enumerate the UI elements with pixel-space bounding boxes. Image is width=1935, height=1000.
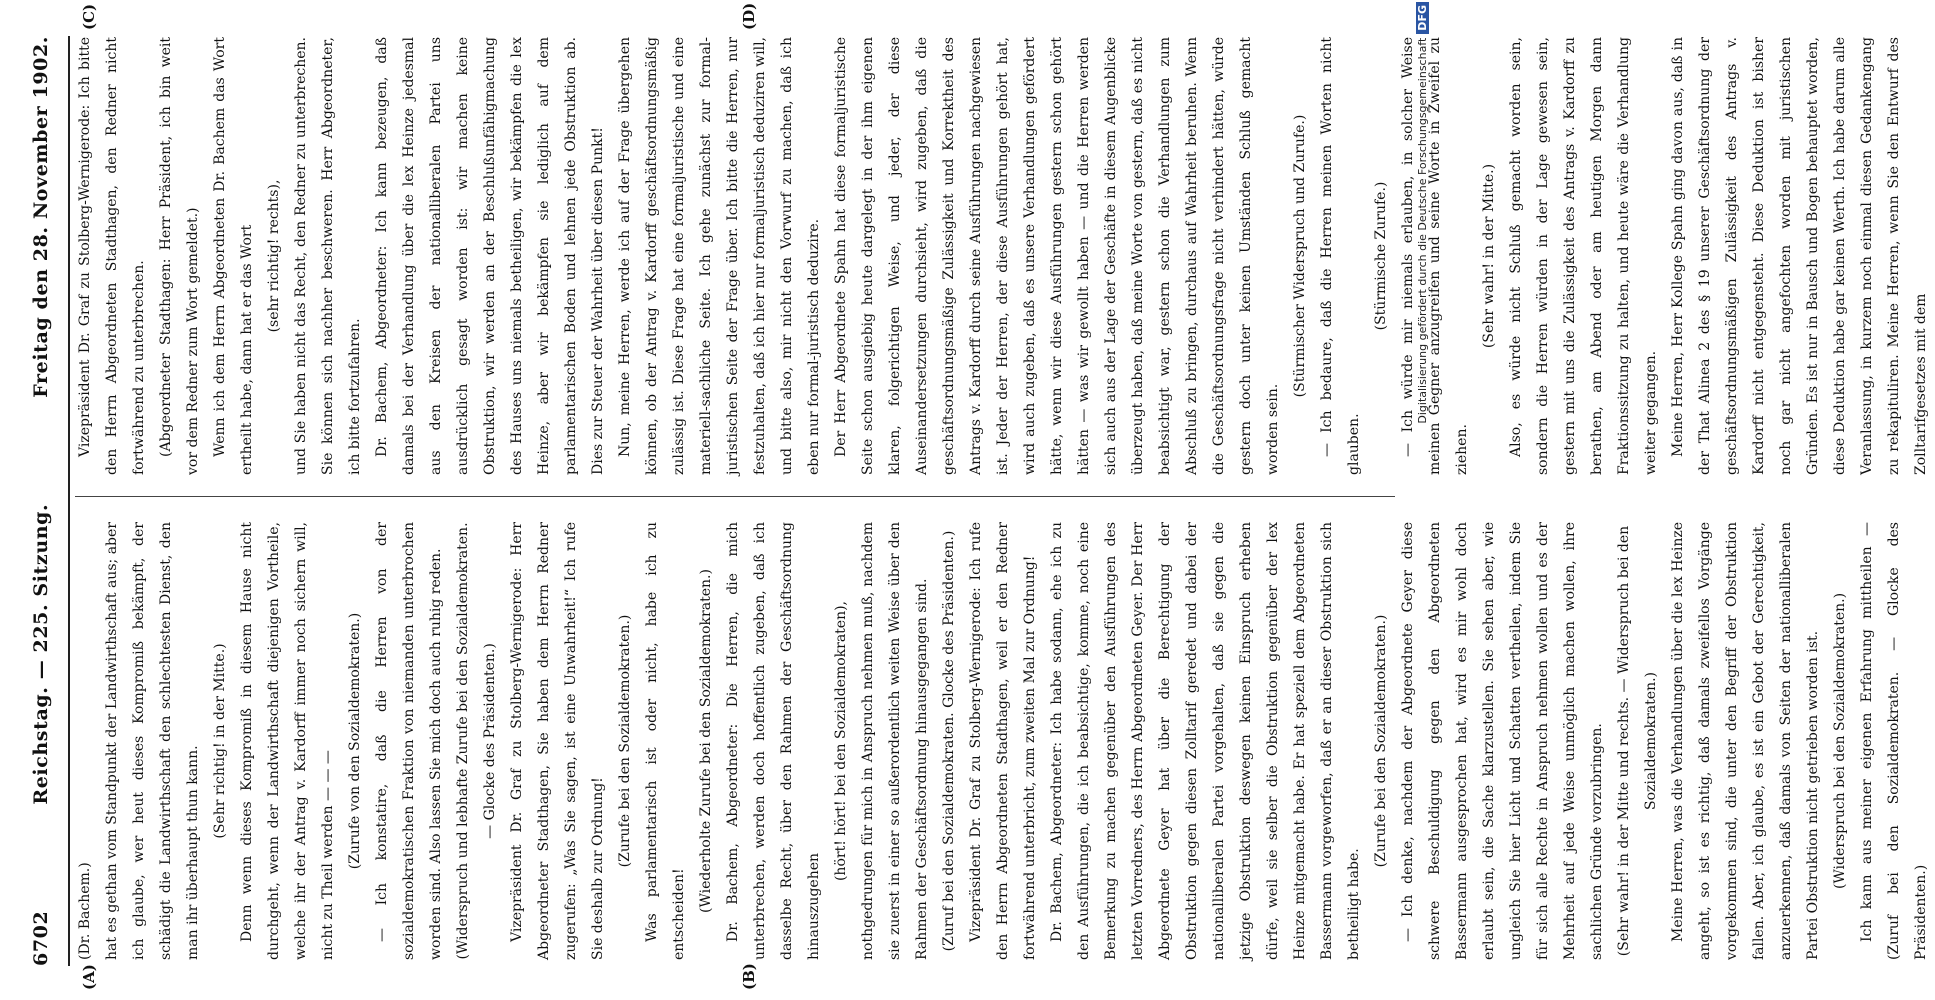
interjection: (Widerspruch und lebhafte Zurufe bei den Sozialdemokraten. — Glocke des Präsidenten.) — [455, 522, 498, 960]
session-title: Reichstag. — 225. Sitzung. — [30, 503, 52, 805]
marker-d: (D) — [740, 2, 758, 30]
paragraph: Meine Herren, was die Verhandlungen über die lex Heinze angeht, so ist es richtig, daß damals zweifellos Vorgänge vorgekommen sind, die unter den Begriff der Obstruktion fallen. Aber, ich glaube, es ist ein Gebot der Gerechtigkeit, anzuerkennen, daß damals von Seiten der nationalliberalen Partei Obstruktion nicht getrieben worden ist. — [1670, 522, 1821, 960]
credit-text: Digitalisierung gefördert durch die Deutsche Forschungsgemeinschaft — [1416, 37, 1429, 424]
paragraph: Nun, meine Herren, werde ich auf der Frage übergehen können, ob der Antrag v. Kardorff geschäftsordnungsmäßig zulässig ist. Diese Frage hat eine formaljuristische und eine materiell-sachliche Seite. Ich gehe zunächst zur formal-juristischen Seite der Frage über. Ich bitte die Herren, nur festzuhalten, daß ich hier nur formaljuristisch deduziren will, und bitte also, mir nicht den Vorwurf zu machen, daß ich eben nur formal-juristisch deduzire. — [617, 37, 822, 475]
page-number: 6702 — [30, 910, 52, 966]
paragraph: Also, es würde nicht Schluß gemacht worden sein, sondern die Herren würden in der Lage gewesen sein, gestern mit uns die Zulässigkeit des Antrags v. Kardorff zu berathen, am Abend oder am heutigen Morgen dann Fraktionssitzung zu halten, und heute wäre die Verhandlung weiter gegangen. — [1508, 37, 1659, 475]
paragraph: Wenn ich dem Herrn Abgeordneten Dr. Bachem das Wort ertheilt habe, dann hat er das Wort — [212, 37, 255, 475]
marker-a: (A) — [80, 964, 98, 990]
paragraph: Denn wenn dieses Kompromiß in diesem Hause nicht durchgeht, wenn der Landwirthschaft diejenigen Vortheile, welche ihr der Antrag v. Kardorff immer noch sichern will, nicht zu Theil werden — — — — [239, 522, 336, 960]
interjection: (Sehr wahr! in der Mitte und rechts. — Widerspruch bei den Sozialdemokraten.) — [1616, 525, 1659, 957]
interjection: (Sehr wahr! in der Mitte.) — [1481, 163, 1497, 349]
column-divider — [75, 496, 1395, 497]
paragraph: — Ich würde mir niemals erlauben, in solcher Weise meinen Gegner anzugreifen und seine Worte in Zweifel zu ziehen. — [1400, 37, 1470, 475]
paragraph: — Ich bedaure, daß die Herren meinen Worten nicht glauben. — [1319, 37, 1362, 475]
interjection: (sehr richtig! rechts), — [266, 179, 282, 333]
paragraph: (Dr. Bachem.) — [77, 862, 93, 960]
paragraph: Dr. Bachem, Abgeordneter: Die Herren, die mich unterbrechen, werden doch hoffentlich zugeben, daß ich dasselbe Recht, über den Rahmen der Geschäftsordnung hinauszugehen — [725, 522, 822, 960]
interjection: (Widerspruch bei den Sozialdemokraten.) — [1832, 592, 1848, 890]
paragraph: hat es gethan vom Standpunkt der Landwirthschaft aus; aber ich glaube, wer heut dieses Kompromiß bekämpft, der schädigt die Landwirthschaft den schlechtesten Dienst, den man ihr überhaupt thun kann. — [104, 522, 201, 960]
left-column — [72, 522, 1929, 960]
interjection: (Zurufe von den Sozialdemokraten.) — [347, 612, 363, 870]
paragraph: Vizepräsident Dr. Graf zu Stolberg-Wernigerode: Herr Abgeordneter Stadthagen, Sie haben dem Herrn Redner zugerufen: „Was Sie sagen, ist eine Unwahrheit!“ Ich rufe Sie deshalb zur Ordnung! — [509, 522, 606, 960]
paragraph: Der Herr Abgeordnete Spahn hat diese formaljuristische Seite schon ausgiebig heute dargelegt in der ihm eigenen klaren, folgerichtigen Weise, und jeder, der diese Auseinandersetzungen durchsieht, wird zugeben, daß die geschäftsordnungsmäßige Zulässigkeit und Korrektheit des Antrags v. Kardorff durch seine Ausführungen nachgewiesen ist. Jeder der Herren, der diese Ausführungen gehört hat, wird auch zugeben, daß es unsere Verhandlungen gefördert hätte, wenn wir diese Ausführungen gestern schon gehört hätten — was wir gewollt haben — und die Herren werden sich auch aus der Lage der Geschäfte in diesem Augenblicke überzeugt haben, daß meine Worte von gestern, daß es nicht beabsichtigt war, gestern schon die Verhandlungen zum Abschluß zu bringen, durchaus auf Wahrheit beruhen. Wenn die Geschäftsordnungsfrage nicht verhindert hätten, würde gestern doch unter keinen Umständen Schluß gemacht worden sein. — [833, 37, 1281, 475]
paragraph: Meine Herren, Herr Kollege Spahn ging davon aus, daß in der That Alinea 2 des § 19 unserer Geschäftsordnung der geschäftsordnungsmäßigen Zulässigkeit des Antrags v. Kardorff nicht entgegensteht. Diese Deduktion ist bisher noch gar nicht angefochten worden mit juristischen Gründen. Es ist nur in Bausch und Bogen behauptet worden, diese Deduktion habe gar keinen Werth. Ich habe darum alle Veranlassung, in kurzem noch einmal diesen Gedankengang zu rekapituliren. Meine Herren, wenn Sie den Entwurf des Zolltarifgesetzes mit dem — [1670, 37, 1929, 475]
interjection: (Zurufe bei den Sozialdemokraten.) — [1373, 614, 1389, 868]
marker-c: (C) — [80, 3, 98, 30]
interjection: (Wiederholte Zurufe bei den Sozialdemokraten.) — [698, 569, 714, 913]
interjection: (Stürmische Zurufe.) — [1373, 181, 1389, 331]
interjection: (Stürmischer Widerspruch und Zurufe.) — [1292, 114, 1308, 398]
dfg-logo: DFG — [1416, 2, 1429, 34]
paragraph: Ich kann aus meiner eigenen Erfahrung mittheilen — (Zuruf bei den Sozialdemokraten. — Glocke des Präsidenten.) — [1859, 522, 1929, 960]
session-date: Freitag den 28. November 1902. — [30, 36, 52, 398]
interjection: (hört! hört! bei den Sozialdemokraten), — [833, 600, 849, 882]
paragraph: Was parlamentarisch ist oder nicht, habe ich zu entscheiden! — [644, 522, 687, 960]
page-header — [14, 36, 68, 966]
paragraph: — Ich konstatire, daß die Herren von der sozialdemokratischen Fraktion von niemanden unterbrochen worden sind. Also lassen Sie mich doch auch ruhig reden. — [374, 522, 444, 960]
digitization-credit — [1416, 2, 1436, 992]
paragraph: — Ich denke, nachdem der Abgeordnete Geyer diese schwere Beschuldigung gegen den Abgeordneten Bassermann ausgesprochen hat, wird es mir wohl doch erlaubt sein, die Sache klarzustellen. Sie sehen aber, wie ungleich Sie hier Licht und Schatten vertheilen, indem Sie für sich alle Rechte in Anspruch nehmen wollen und es der Mehrheit auf jede Weise unmöglich machen wollen, ihre sachlichen Gründe vorzubringen. — [1400, 522, 1605, 960]
paragraph: Vizepräsident Dr. Graf zu Stolberg-Wernigerode: Ich rufe den Herrn Abgeordneten Stadthagen, weil er den Redner fortwährend unterbricht, zum zweiten Mal zur Ordnung! — [968, 522, 1038, 960]
paragraph: (Abgeordneter Stadthagen: Herr Präsident, ich bin weit vor dem Redner zum Wort gemeldet.) — [158, 37, 201, 475]
paragraph: Dr. Bachem, Abgeordneter: Ich kann bezeugen, daß damals bei der Verhandlung über die lex Heinze jedesmal aus den Kreisen der nationalliberalen Partei uns ausdrücklich gesagt worden ist: wir machen keine Obstruktion, wir werden an der Beschlußunfähigmachung des Hauses uns niemals betheiligen, wir bekämpfen die lex Heinze, aber wir bekämpfen sie lediglich auf dem parlamentarischen Boden und lehnen jede Obstruktion ab. Dies zur Steuer der Wahrheit über diesen Punkt! — [374, 37, 606, 475]
paragraph: Dr. Bachem, Abgeordneter: Ich habe sodann, ehe ich zu den Ausführungen, die ich beabsichtige, komme, noch eine Bemerkung zu machen gegenüber den Ausführungen des letzten Vorredners, des Herrn Abgeordneten Geyer. Der Herr Abgeordnete Geyer hat über die Berechtigung der Obstruktion gegen diesen Zolltarif geredet und dabei der nationalliberalen Partei vorgehalten, daß sie gegen die jetzige Obstruktion deswegen keinen Einspruch erheben dürfe, weil sie selber die Obstruktion gegenüber der lex Heinze mitgemacht habe. Er hat speziell dem Abgeordneten Bassermann vorgeworfen, daß er an dieser Obstruktion sich betheiligt habe. — [1049, 522, 1362, 960]
header-rule — [68, 36, 70, 966]
interjection: (Zurufe bei den Sozialdemokraten.) — [617, 614, 633, 868]
paragraph: Vizepräsident Dr. Graf zu Stolberg-Wernigerode: Ich bitte den Herrn Abgeordneten Stadthagen, den Redner nicht fortwährend zu unterbrechen. — [77, 37, 147, 475]
interjection: (Zuruf bei den Sozialdemokraten. Glocke des Präsidenten.) — [941, 530, 957, 952]
interjection: (Sehr richtig! in der Mitte.) — [212, 643, 228, 839]
marker-b: (B) — [740, 963, 758, 990]
paragraph: und Sie haben nicht das Recht, den Redner zu unterbrechen. Sie können sich nachher beschweren. Herr Abgeordneter, ich bitte fortzufahren. — [293, 37, 363, 475]
paragraph: nothgedrungen für mich in Anspruch nehmen muß, nachdem sie zuerst in einer so außerordentlich weiten Weise über den Rahmen der Geschäftsordnung hinausgegangen sind. — [860, 522, 930, 960]
